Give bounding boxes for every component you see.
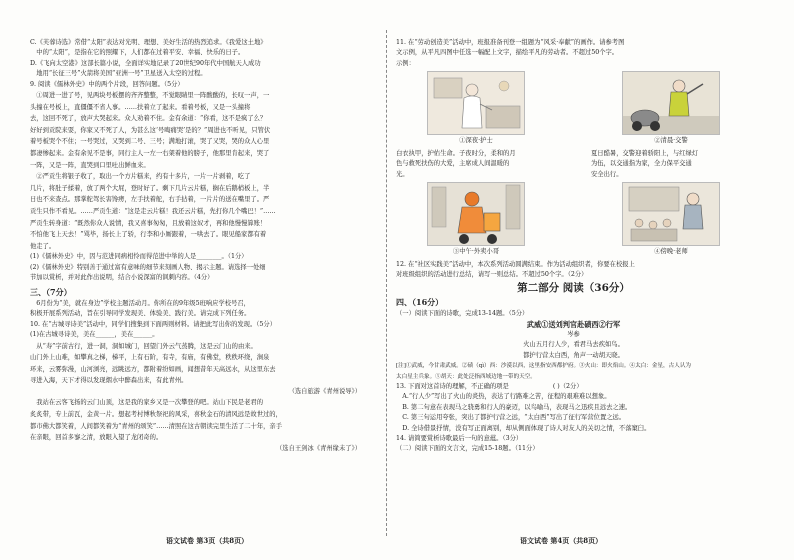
image-delivery-box <box>396 182 556 257</box>
excerpt-1 <box>30 90 375 171</box>
excerpt-line: 贡生只作不看见。……严贡生道：“这是走云片糕！我还云片糕，先打你几个嘴巴！”…… <box>30 207 276 215</box>
material-line: 炙炙带，专上前瓦，金黄一片。想起考村博秋祭祀的风采，喜秋金石的清风远是故世过的， <box>30 410 282 418</box>
section-4-title: 四、（16分） <box>396 296 444 307</box>
image-police-box <box>591 71 751 146</box>
page-divider <box>386 30 387 536</box>
caption-line: 夏日酷暑，交警迎着骄阳上，与红绿灯 <box>591 149 699 157</box>
image-row-1 <box>396 71 751 146</box>
material-line: 寻进入海，天下才得以发现烟水中醉森出来，有此青州。 <box>30 377 188 385</box>
excerpt-line: 他走了。 <box>30 242 56 250</box>
teacher-icon <box>623 183 719 245</box>
image-row-2 <box>396 182 751 257</box>
material-line: 都市佛大都笑着，人间都笑着为“青州的颂笑”……清照在这古朝读完里生活了二十年，亲手 <box>30 422 283 430</box>
question-10-blank: (1)在古城寻诗美，美在______，美在______。 <box>30 331 159 339</box>
question-11-line1: 11. 在“劳动创造美”活动中，班报准备刊登一组题为“风采·奉献”的画作。请参考图 <box>396 39 625 46</box>
image-teacher-caption: ④傍晚·老师 <box>654 248 688 256</box>
part-2-title: 第二部分 阅读（36分） <box>517 282 630 295</box>
material-line: 在亲眼，回首多寥之清，放眼入望了龙闭奇的。 <box>30 434 163 442</box>
material-line: 我站在云客飞扬的云门山顶，这是我的家乡又是一次攀登的吧。站山下民是老君的 <box>36 399 263 407</box>
material-line: 从“寿”字前古行，进一洞，洞如城门，回望门外云气蒸腾，这是云门山的由来。 <box>36 342 257 350</box>
source-2: （选自王剑冰《青州缘未了》） <box>275 444 361 452</box>
material-line: 山门外上山难，如攀真之梯，梯平，上有石阶，有寺，有庙，有佛堂，秩秩环绕，涧泉 <box>30 354 270 362</box>
caption-police-text <box>591 149 751 181</box>
excerpt-line: 着号板哭个不住；一号哭过，又哭到二号、三号；满地打滚，哭了又哭，哭的众人心里 <box>30 138 270 146</box>
question-13-text: 13. 下面对这首诗的理解，不正确的项是 <box>396 383 509 390</box>
excerpt-line: ②严贡生将银子收了，取出一个方片糕来，约有十多片，一片一片剥着，吃了 <box>36 173 251 181</box>
q13-option-b: B. 第二句意在表现马之骁勇和行人的豪迈，以鸟喻马，表现马之迅疾且远去之速。 <box>402 403 632 411</box>
caption-line: 色与救死扶伤的大爱，主席成人间温暖的 <box>396 160 510 168</box>
excerpt-line: 去，这回不死了，放声大哭起来。众人劝着不住。金有余道：“你看，这不是疯了么？ <box>30 115 267 123</box>
question-12-line2: 对班级组织的活动进行总结，请写一则总结。不超过50个字。（2分） <box>396 270 588 278</box>
question-9: 9. 阅读《儒林外史》中的两个片段，回答问题。（5分） <box>30 80 184 88</box>
image-police-caption: ②清晨·交警 <box>654 137 688 145</box>
nurse-illustration <box>427 71 525 135</box>
excerpt-2 <box>30 171 375 252</box>
image-delivery-caption: ③中午·外卖小哥 <box>452 248 500 256</box>
section-3-intro-line1: 6月份为“美，就在身边”学校主题活动月。你所在的9年级5班响应学校号召， <box>36 299 250 307</box>
traffic-police-icon <box>623 72 719 134</box>
section-3-title: 三、（7分） <box>30 286 72 297</box>
image-nurse-caption: ①深夜·护士 <box>459 137 493 145</box>
excerpt-line: 一阵，又是一阵，直哭到口里吐出鲜血来。 <box>30 161 150 169</box>
question-9-1: (1)《儒林外史》中，因与范进同病相怜而得范进中举的人是________。（1分） <box>30 253 248 261</box>
option-d-line1: D.《飞向太空港》这部长篇小说，全面详实地记录了20世纪90年代中国航天人成功 <box>30 59 261 67</box>
caption-line: 光。 <box>396 170 409 178</box>
right-footer: 语文试卷 第4页（共8页） <box>520 536 603 545</box>
nurse-icon <box>428 72 524 134</box>
excerpt-line: 都凄惨起来。金有余见不是事，同行主人一左一右架着他的膀子，他那里肯起来，哭了 <box>30 150 270 157</box>
question-13-mark: ( )（2分） <box>552 383 583 390</box>
question-9-2-line1: (2)《儒林外史》特别善于通过富有意味的细节来刻画人物、揭示主题。请选择一处细 <box>30 263 266 271</box>
q13-option-d: D. 全诗借景抒情，没有写正面离别，却从侧面体现了诗人对友人的关切之情，不落窠臼。 <box>402 424 651 432</box>
q13-option-a: A.“行人少”写出了火山的炎热，表达了行路难之苦，征程的艰难难以想象。 <box>402 393 611 401</box>
caption-nurse-text <box>396 149 556 181</box>
source-1: （选自旅游《青州说导》） <box>288 387 361 395</box>
question-9-2-line2: 节加以赏析，并对此作出说明，结合小说深富的讽刺内容。（4分） <box>30 274 214 282</box>
question-13 <box>396 382 751 392</box>
excerpt-line: 日也不来查点。那掌舵驾长害馋痨，左手扶着舵，右手拈着，一片片的送在嘴里了。严 <box>30 196 270 204</box>
excerpt-line: 不怕他飞上天去！”骂毕，扬长上了轿，行李和小厮跟着，一哄去了。眼见船家都有着 <box>30 231 267 239</box>
q13-option-c: C. 第三句运用夸张，突出了都护行营之远，“太白西”写出了征行军营位置之远。 <box>402 414 626 422</box>
poem-intro: （一）阅读下面的诗歌，完成13-14题。（5分） <box>396 310 529 318</box>
teacher-illustration <box>622 182 720 246</box>
excerpt-line: 好好到贡院来耍，你家又不死了人，为甚么这‘号啕痛哭’是的？”周进也不听见，只管伏 <box>30 126 271 134</box>
delivery-rider-icon <box>428 183 524 245</box>
poem-line-1: 火山五月行人少，看君马去疾如鸟。 <box>523 341 624 349</box>
excerpt-line: 严贡生转身道：“既然你众人说情，我又喜事匆匆，且放着这奴才，再和他慢慢算账！ <box>30 219 267 227</box>
question-15-intro: （二）阅读下面的文言文，完成15-18题。（11分） <box>396 445 539 453</box>
material-1 <box>30 341 375 387</box>
excerpt-line: 几片，将肚子揉着，放了两个大屁，登时好了。剩下几片云片糕，搁在后鹅梢板上，半 <box>30 184 270 192</box>
right-page <box>396 38 751 455</box>
material-2 <box>30 397 375 443</box>
caption-line: 白衣执甲，护佑生命。子夜时分，柔和的月 <box>396 149 516 157</box>
question-14: 14. 请简要赏析诗歌最后一句的意蕴。（3分） <box>396 435 523 443</box>
example-captions <box>396 149 751 181</box>
option-d-line2: 地用“长征三号”火箭将美国“亚洲一号”卫星送入太空的过程。 <box>36 70 207 78</box>
question-12-line1: 12. 在“社区实践美”活动中，本次系列活动圆满结束。作为活动组织者，你要在校报上 <box>396 260 635 268</box>
delivery-illustration <box>427 182 525 246</box>
police-illustration <box>622 71 720 135</box>
material-line: 环来，云雾弥漫，山河浏亮，远眺远方，都附着纷如画，闻想昔年天高远水，从这里东去 <box>30 365 276 373</box>
poem-note-line2: 太白星主兵象。⑤胡天：此处泛指西域边地一带的天空。 <box>396 373 536 380</box>
caption-line: 安全出行。 <box>591 170 623 178</box>
excerpt-line: ①周进一进了号，见两块号板摆的齐齐整整，不觉眼睛里一阵酸酸的，长叹一声，一 <box>36 92 270 100</box>
caption-line: 为伍，以交通指为家，全力保平交通 <box>591 160 692 168</box>
image-nurse-box <box>396 71 556 146</box>
excerpt-line: 头撞在号板上，直僵僵不省人事。……扶着立了起来。看着号板，又是一头撞将 <box>30 103 251 111</box>
left-page <box>30 38 375 454</box>
image-teacher-box <box>591 182 751 257</box>
poem-title: 武威①送刘判官赴碛西②行军 <box>526 319 621 329</box>
left-footer: 语文试卷 第3页（共8页） <box>166 536 249 545</box>
question-10: 10. 在“古城寻诗美”活动中，同学们搜集到下面两则材料。请把此写出你的发现。（5分） <box>30 320 276 328</box>
section-3-intro-line2: 积极开展系列活动，旨在引导同学发现美、体验美、践行美。请完成下列任务。 <box>30 310 251 318</box>
poem-author: 岑参 <box>567 330 580 338</box>
option-c-line1: C.《芙蓉诗选》常借“太阳”表达对光明、理想、美好生活的热烈追求。《我爱这土地》 <box>30 39 267 46</box>
question-11-line3: 示例： <box>396 59 415 67</box>
poem-note-line1: [注]①武威，今甘肃武威。②碛（qì）西：沙漠以西，这里指安西都护府。③火山：即火焰山。④太白：金星，古人认为 <box>396 363 692 370</box>
poem-line-2: 都护行营太白西，角声一动胡天晓。 <box>523 351 624 359</box>
option-c-line2: 中的“太阳”，是指在它的照耀下，人们都在过着平安、幸福、快乐的日子。 <box>36 49 245 57</box>
question-11-line2: 文示例，从平凡四图中任选一幅配上文字，描绘平凡的劳动者。不超过50个字。 <box>396 49 619 57</box>
